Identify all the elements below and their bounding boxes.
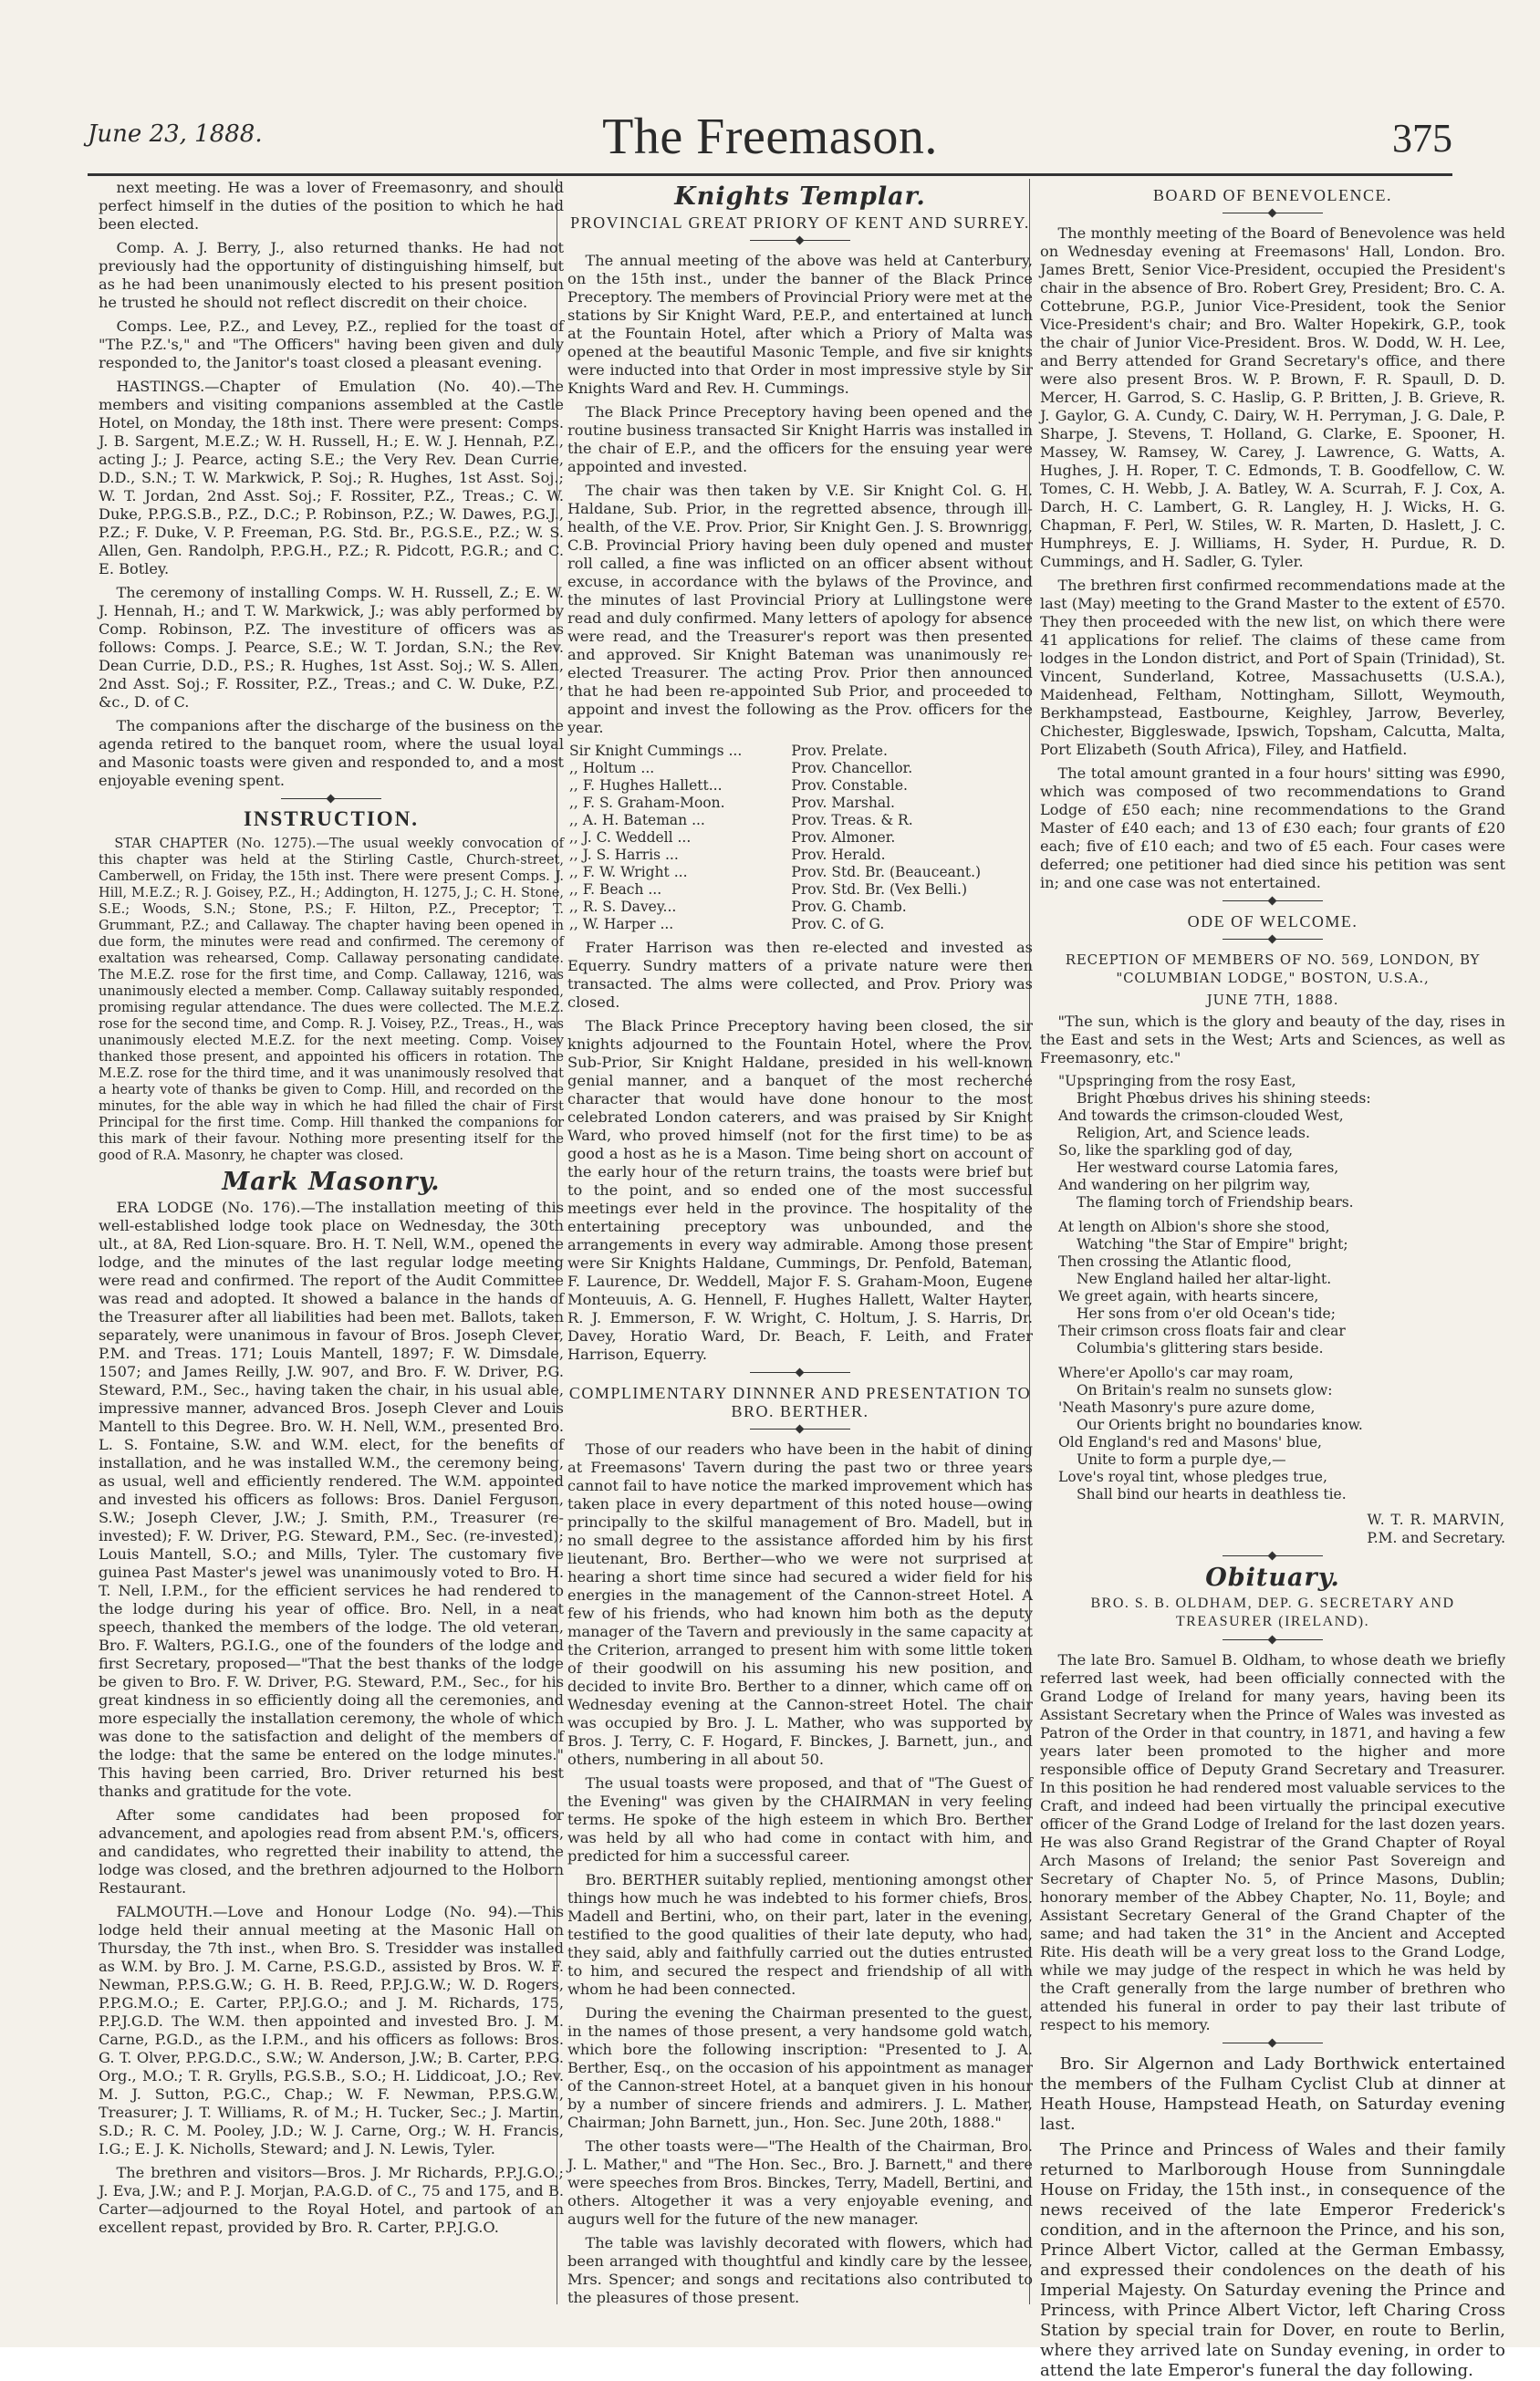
officer-office: Prov. Constable. xyxy=(791,777,908,794)
table-row xyxy=(567,916,1033,933)
poem-line: Columbia's glittering stars beside. xyxy=(1077,1340,1324,1357)
poem-line: Religion, Art, and Science leads. xyxy=(1077,1125,1310,1141)
masthead-rule xyxy=(88,173,1452,176)
section-heading-knights-templar: Knights Templar. xyxy=(674,182,926,211)
paragraph: Comps. Lee, P.Z., and Levey, P.Z., replied for the toast of "The P.Z.'s," and "The Officers" having been given and duly responded to, the Janitor's toast closed a pleasant evening. xyxy=(99,317,564,371)
poem-line: Their crimson cross floats fair and clear xyxy=(1058,1323,1346,1339)
officer-name: ,, J. C. Weddell ... xyxy=(569,829,692,846)
officer-office: Prov. Prelate. xyxy=(791,743,888,759)
article-title: COMPLIMENTARY DINNNER AND PRESENTATION TO BRO. BERTHER. xyxy=(568,1384,1032,1420)
poem-stanza xyxy=(1058,1365,1505,1503)
table-row xyxy=(567,743,1033,760)
section-divider xyxy=(1223,1637,1323,1644)
column-left xyxy=(99,179,564,2304)
column-middle xyxy=(567,179,1033,2304)
table-row xyxy=(567,760,1033,777)
paragraph: The ceremony of installing Comps. W. H. Russell, Z.; E. W. J. Hennah, H.; and T. W. Markwick, J.; was ably performed by Comp. Robinson, P.Z. The investiture of officers was as follows: Comps. J. Pearce, S.E.; W. T. Jordan, S.N.; the Rev. Dean Currie, D.D., P.S.; R. Hughes, 1st Asst. Soj.; W. S. Allen, 2nd Asst. Soj.; F. Rossiter, P.Z., Treas.; and C. W. Duke, P.Z., &c., D. of C. xyxy=(99,584,564,711)
section-divider xyxy=(281,795,381,803)
issue-date: June 23, 1888. xyxy=(88,120,263,148)
officer-office: Prov. Std. Br. (Beauceant.) xyxy=(791,864,982,880)
ode-subheading: RECEPTION OF MEMBERS OF NO. 569, LONDON, BY "COLUMBIAN LODGE," BOSTON, U.S.A., xyxy=(1065,951,1481,986)
article-title: PROVINCIAL GREAT PRIORY OF KENT AND SURREY. xyxy=(570,213,1030,232)
paragraph: Frater Harrison was then re-elected and invested as Equerry. Sundry matters of a private nature were then transacted. The alms were collected, and Prov. Priory was closed. xyxy=(567,939,1033,1011)
officer-name: ,, W. Harper ... xyxy=(569,916,674,932)
section-heading-instruction: INSTRUCTION. xyxy=(243,807,420,830)
section-divider xyxy=(1223,898,1323,905)
paragraph: FALMOUTH.—Love and Honour Lodge (No. 94).—This lodge held their annual meeting at the Masonic Hall on Thursday, the 7th inst., when Bro. S. Tresidder was installed as W.M. by Bro. J. M. Carne, P.S.G.D., assisted by Bros. W. F. Newman, P.P.S.G.W.; G. H. B. Reed, P.P.J.G.W.; W. D. Rogers, P.P.G.M.O.; E. Carter, P.P.J.G.O.; and J. M. Richards, 175, P.P.J.G.D. The W.M. then appointed and invested Bro. J. M. Carne, P.G.D., as the I.P.M., and his officers as follows: Bros. G. T. Olver, P.P.G.D.C., S.W.; W. Anderson, J.W.; B. Carter, P.P.G. Org., M.O.; T. R. Grylls, P.G.S.B., S.O.; H. Liddicoat, J.O.; Rev. M. J. Sutton, P.G.C., Chap.; W. F. Newman, P.P.S.G.W., Treasurer; J. T. Williams, R. of M.; H. Tucker, Sec.; J. Martin, S.D.; R. C. M. Pooley, J.D.; W. J. Carne, Org.; W. H. Francis, I.G.; E. J. K. Nicholls, Steward; and J. N. Lewis, Tyler. xyxy=(99,1903,564,2157)
paragraph: STAR CHAPTER (No. 1275).—The usual weekly convocation of this chapter was held at the Stirling Castle, Church-street, Camberwell, on Friday, the 15th inst. There were present Comps. J. Hill, M.E.Z.; R. J. Goisey, P.Z., H.; Addington, H. 1275, J.; C. H. Stone, S.E.; Woods, S.N.; Stone, P.S.; F. Hilton, P.Z., Preceptor; T. Grummant, P.Z.; and Callaway. The chapter having been opened in due form, the minutes were read and confirmed. The ceremony of exaltation was rehearsed, Comp. Callaway personating candidate. The M.E.Z. rose for the first time, and Comp. Callaway, 1216, was unanimously elected a member. Comp. Callaway suitably responded, promising regular attendance. The dues were collected. The M.E.Z. rose for the second time, and Comp. R. J. Voisey, P.Z., Treas., H., was unanimously elected M.E.Z. for the next meeting. Comp. Voisey thanked those present, and appointed his officers in rotation. The M.E.Z. rose for the third time, and it was unanimously resolved that a hearty vote of thanks be given to Comp. Hill, and recorded on the minutes, for the able way in which he had filled the chair of First Principal for the first time. Comp. Hill thanked the companions for this mark of their favour. Nothing more presenting itself for the good of R.A. Masonry, he chapter was closed. xyxy=(99,837,564,1163)
section-divider xyxy=(750,237,850,244)
officer-office: Prov. Chancellor. xyxy=(791,760,913,776)
officers-table xyxy=(567,743,1033,933)
poem-line: Our Orients bright no boundaries know. xyxy=(1077,1417,1363,1433)
poem-line: Shall bind our hearts in deathless tie. xyxy=(1077,1486,1347,1502)
section-divider xyxy=(750,1369,850,1377)
paragraph: The table was lavishly decorated with flowers, which had been arranged with thoughtful and kindly care by the lessee, Mrs. Spencer; and songs and recitations also contributed to the pleasures of those present. xyxy=(567,2234,1033,2306)
officer-office: Prov. Herald. xyxy=(791,847,886,863)
officer-office: Prov. Almoner. xyxy=(791,829,896,846)
officer-name: Sir Knight Cummings ... xyxy=(569,743,743,759)
paragraph: The Black Prince Preceptory having been opened and the routine business transacted Sir Knight Harris was installed in the chair of E.P., and the officers for the ensuing year were appointed and invested. xyxy=(567,403,1033,475)
poem-line: "Upspringing from the rosy East, xyxy=(1058,1073,1296,1089)
officer-name: ,, F. S. Graham-Moon. xyxy=(569,795,725,811)
officer-name: ,, R. S. Davey... xyxy=(569,899,677,915)
paragraph: "The sun, which is the glory and beauty of the day, rises in the East and sets in the West; Arts and Sciences, as well as Freemasonry, etc." xyxy=(1040,1013,1505,1066)
table-row xyxy=(567,795,1033,812)
paragraph: The late Bro. Samuel B. Oldham, to whose death we briefly referred last week, had been officially connected with the Grand Lodge of Ireland for many years, having been its Assistant Secretary when the Prince of Wales was invested as Patron of the Order in that country, in 1871, and having a few years later been promoted to the higher and more responsible office of Deputy Grand Secretary and Treasurer. In this position he had rendered most valuable services to the Craft, and indeed had been virtually the principal executive officer of the Grand Lodge of Ireland for the last dozen years. He was also Grand Registrar of the Grand Chapter of Royal Arch Masons of Ireland; the senior Past Sovereign and Secretary of Chapter No. 5, of Prince Masons, Dublin; honorary member of the Abbey Chapter, No. 11, Boyle; and Assistant Secretary General of the Grand Chapter of the same; and had taken the 31° in the Ancient and Accepted Rite. His death will be a very great loss to the Grand Lodge, while we may judge of the respect in which he was held by the Craft generally from the large number of brethren who attended his funeral in order to pay their last tribute of respect to his memory. xyxy=(1040,1651,1505,2033)
poem-line: Her westward course Latomia fares, xyxy=(1077,1159,1339,1176)
paragraph: next meeting. He was a lover of Freemasonry, and should perfect himself in the duties of the position to which he had been elected. xyxy=(99,179,564,233)
table-row xyxy=(567,864,1033,881)
section-divider xyxy=(1223,2040,1323,2047)
column-right xyxy=(1040,179,1506,2380)
paragraph: The annual meeting of the above was held at Canterbury, on the 15th inst., under the banner of the Black Prince Preceptory. The members of Provincial Priory were met at the stations by Sir Knight Ward, P.E.P., and entertained at lunch at the Fountain Hotel, after which a Priory of Malta was opened at the beautiful Masonic Temple, and five sir knights were inducted into that Order in most impressive style by Sir Knights Ward and Rev. H. Cummings. xyxy=(567,252,1033,397)
paragraph: The usual toasts were proposed, and that of "The Guest of the Evening" was given by the CHAIRMAN in very feeling terms. He spoke of the high esteem in which Bro. Berther was held by all who had come in contact with him, and predicted for him a successful career. xyxy=(567,1774,1033,1865)
poem-line: On Britain's realm no sunsets glow: xyxy=(1077,1382,1333,1398)
table-row xyxy=(567,829,1033,847)
section-divider xyxy=(1223,936,1323,943)
paragraph: The other toasts were—"The Health of the Chairman, Bro. J. L. Mather," and "The Hon. Sec., Bro. J. Barnett," and there were speeches from Bros. Binckes, Terry, Madell, Bertini, and others. Altogether it was a very enjoyable evening, and augurs well for the future of the new manager. xyxy=(567,2137,1033,2228)
poem xyxy=(1058,1073,1505,1503)
table-row xyxy=(567,881,1033,899)
officer-name: ,, Holtum ... xyxy=(569,760,655,776)
paragraph: The brethren first confirmed recommendations made at the last (May) meeting to the Grand Master to the extent of £570. They then proceeded with the new list, on which there were 41 applications for relief. The claims of these came from lodges in the London district, and Port of Spain (Trinidad), St. Vincent, Sunderland, Kotree, Massachusetts (U.S.A.), Maidenhead, Feltham, Nottingham, Sillott, Weymouth, Berkhampstead, Eastbourne, Keighley, Jarrow, Beverley, Chichester, Biggleswade, Ipswich, Topsham, Calcutta, Malta, Port Elizabeth (South Africa), Filey, and Hatfield. xyxy=(1040,577,1506,758)
poem-line: Then crossing the Atlantic flood, xyxy=(1058,1253,1292,1270)
ode-date: JUNE 7TH, 1888. xyxy=(1206,992,1339,1008)
officer-office: Prov. G. Chamb. xyxy=(791,899,907,915)
poem-line: Her sons from o'er old Ocean's tide; xyxy=(1077,1305,1336,1322)
officer-name: ,, A. H. Bateman ... xyxy=(569,812,705,828)
paragraph: The Prince and Princess of Wales and their family returned to Marlborough House from Sunningdale House on Friday, the 15th inst., in consequence of the news received of the late Emperor Frederick's condition, and in the afternoon the Prince, and his son, Prince Albert Victor, called at the German Embassy, and expressed their condolences on the death of his Imperial Majesty. On Saturday evening the Prince and Princess, with Prince Albert Victor, left Charing Cross Station by special train for Dover, en route to Berlin, where they arrived late on Sunday evening, in order to attend the late Emperor's funeral the day following. xyxy=(1040,2140,1505,2380)
paragraph: Comp. A. J. Berry, J., also returned thanks. He had not previously had the opportunity of distinguishing himself, but as he had been unanimously elected to his present position he trusted he should not reflect discredit on their choice. xyxy=(99,239,564,311)
poem-line: And wandering on her pilgrim way, xyxy=(1058,1177,1311,1193)
poem-stanza xyxy=(1058,1073,1505,1211)
table-row xyxy=(567,899,1033,916)
officer-name: ,, J. S. Harris ... xyxy=(569,847,679,863)
table-row xyxy=(567,812,1033,829)
poem-line: The flaming torch of Friendship bears. xyxy=(1077,1194,1354,1211)
table-row xyxy=(567,777,1033,795)
poem-line: 'Neath Masonry's pure azure dome, xyxy=(1058,1399,1316,1416)
paragraph: The chair was then taken by V.E. Sir Knight Col. G. H. Haldane, Sub. Prior, in the regretted absence, through ill-health, of the V.E. Prov. Prior, Sir Knight Gen. J. S. Brownrigg, C.B. Provincial Priory having been duly opened and muster roll called, a fine was inflicted on an officer absent without excuse, in accordance with the bylaws of the Province, and the minutes of last Provincial Priory at Lullingstone were read and duly confirmed. Many letters of apology for absence were read, and the Treasurer's report was then presented and approved. Sir Knight Bateman was unanimously re-elected Treasurer. The acting Prov. Prior then announced that he had been re-appointed Sub Prior, and proceeded to appoint and invest the following as the Prov. officers for the year. xyxy=(567,482,1033,736)
poem-line: At length on Albion's shore she stood, xyxy=(1058,1219,1330,1235)
poem-line: So, like the sparkling god of day, xyxy=(1058,1142,1294,1159)
paragraph: Bro. Sir Algernon and Lady Borthwick entertained the members of the Fulham Cyclist Club at dinner at Heath House, Hampstead Heath, on Saturday evening last. xyxy=(1040,2054,1505,2134)
section-heading-mark-masonry: Mark Masonry. xyxy=(222,1168,441,1196)
page-number: 375 xyxy=(1392,116,1452,161)
table-row xyxy=(567,847,1033,864)
officer-name: ,, F. Hughes Hallett... xyxy=(569,777,723,794)
poem-stanza xyxy=(1058,1219,1505,1357)
officer-name: ,, F. Beach ... xyxy=(569,881,662,898)
poem-line: We greet again, with hearts sincere, xyxy=(1058,1288,1319,1305)
paragraph: ERA LODGE (No. 176).—The installation meeting of this well-established lodge took place on Wednesday, the 30th ult., at 8A, Red Lion-square. Bro. H. T. Nell, W.M., opened the lodge, and the minutes of the last regular lodge meeting were read and confirmed. The report of the Audit Committee was read and adopted. It showed a balance in the hands of the Treasurer after all liabilities had been met. Ballots, taken separately, were unanimous in favour of Bros. Joseph Clever, P.M. and Treas. 171; Louis Mantell, 1897; F. W. Dimsdale, 1507; and James Reilly, J.W. 907, and Bro. F. W. Driver, P.G. Steward, P.M., Sec., having taken the chair, in his usual able, impressive manner, advanced Bros. Joseph Clever and Louis Mantell to this Degree. Bro. W. H. Nell, W.M., presented Bro. L. S. Fontaine, S.W. and W.M. elect, for the benefits of installation, and he was installed W.M., the ceremony being, as usual, well and efficiently rendered. The W.M. appointed and invested his officers as follows: Bros. Daniel Ferguson, S.W.; Joseph Clever, J.W.; J. Smith, P.M., Treasurer (re-invested); F. W. Driver, P.G. Steward, P.M., Sec. (re-invested); Louis Mantell, S.O.; and Mills, Tyler. The customary five guinea Past Master's jewel was unanimously voted to Bro. H. T. Nell, I.P.M., for the efficient services he had rendered to the lodge during his year of office. Bro. Nell, in a neat speech, thanked the members of the lodge. The old veteran, Bro. F. Walters, P.G.I.G., one of the founders of the lodge and first Secretary, proposed—"That the best thanks of the lodge be given to Bro. F. W. Driver, P.G. Steward, P.M., Sec., for his great kindness in so efficiently doing all the ceremonies, and more especially the installation ceremony, the whole of which was done to the satisfaction and delight of the members of the lodge: that the same be entered on the lodge minutes." This having been carried, Bro. Driver returned his best thanks and gratitude for the vote. xyxy=(99,1199,564,1800)
poem-line: Bright Phœbus drives his shining steeds: xyxy=(1077,1090,1371,1107)
paragraph: The brethren and visitors—Bros. J. Mr Richards, P.P.J.G.O.; J. Eva, J.W.; and P. J. Morjan, P.A.G.D. of C., 75 and 175, and B. Carter—adjourned to the Royal Hotel, and partook of an excellent repast, provided by Bro. R. Carter, P.P.J.G.O. xyxy=(99,2164,564,2236)
section-heading-benevolence: BOARD OF BENEVOLENCE. xyxy=(1152,186,1392,204)
article-title: BRO. S. B. OLDHAM, DEP. G. SECRETARY AND TREASURER (IRELAND). xyxy=(1090,1596,1455,1629)
poem-line: Unite to form a purple dye,— xyxy=(1077,1451,1286,1468)
poem-line: Love's royal tint, whose pledges true, xyxy=(1058,1469,1327,1485)
officer-office: Prov. C. of G. xyxy=(791,916,885,932)
paragraph: The companions after the discharge of the business on the agenda retired to the banquet room, where the usual loyal and Masonic toasts were given and responded to, and a most enjoyable evening spent. xyxy=(99,717,564,789)
officer-name: ,, F. W. Wright ... xyxy=(569,864,688,880)
poem-line: And towards the crimson-clouded West, xyxy=(1058,1107,1344,1124)
section-heading-ode: ODE OF WELCOME. xyxy=(1187,912,1358,931)
newspaper-title: The Freemason. xyxy=(602,109,938,165)
poem-line: Watching "the Star of Empire" bright; xyxy=(1077,1236,1348,1253)
masthead xyxy=(88,108,1452,172)
paragraph: Bro. BERTHER suitably replied, mentioning amongst other things how much he was indebted to his former chiefs, Bros. Madell and Bertini, who, on their part, later in the evening, testified to the good qualities of their late deputy, who had, they said, ably and faithfully carried out the duties entrusted to him, and secured the respect and friendship of all with whom he had been connected. xyxy=(567,1871,1033,1998)
poem-line: Old England's red and Masons' blue, xyxy=(1058,1434,1322,1450)
paragraph: The Black Prince Preceptory having been closed, the sir knights adjourned to the Fountain Hotel, where the Prov. Sub-Prior, Sir Knight Haldane, presided in his well-known genial manner, and a banquet of the most recherché character that would have done honour to the most celebrated London caterers, and was praised by Sir Knight Ward, who proved himself (not for the first time) to be as good a host as he is a Mason. Time being short on account of the early hour of the return trains, the toasts were brief but to the point, and so ended one of the most successful meetings ever held in the province. The hospitality of the entertaining preceptory was unbounded, and the arrangements in every way admirable. Among those present were Sir Knights Haldane, Cummings, Dr. Penfold, Bateman, F. Laurence, Dr. Weddell, Major F. S. Graham-Moon, Eugene Monteuuis, A. G. Hennell, F. Hughes Hallett, Walter Hayter, R. J. Emmerson, F. W. Wright, C. Holtum, J. S. Harris, Dr. Davey, Horatio Ward, Dr. Beach, F. Leith, and Frater Harrison, Equerry. xyxy=(567,1017,1033,1363)
officer-office: Prov. Std. Br. (Vex Belli.) xyxy=(791,881,968,898)
paragraph: After some candidates had been proposed for advancement, and apologies read from absent P.M.'s, officers, and candidates, who regretted their inability to attend, the lodge was closed, and the brethren adjourned to the Holborn Restaurant. xyxy=(99,1806,564,1897)
paragraph: HASTINGS.—Chapter of Emulation (No. 40).—The members and visiting companions assembled at the Castle Hotel, on Monday, the 18th inst. There were present: Comps. J. B. Sargent, M.E.Z.; W. H. Russell, H.; E. W. J. Hennah, P.Z., acting J.; J. Pearce, acting S.E.; the Very Rev. Dean Currie, D.D., S.N.; T. W. Markwick, P. Soj.; R. Hughes, 1st Asst. Soj.; W. T. Jordan, 2nd Asst. Soj.; F. Rossiter, P.Z., Treas.; C. W. Duke, P.P.G.S.B., P.Z., D.C.; P. Robinson, P.Z.; W. Dawes, P.G.J., P.Z.; F. Duke, V. P. Freeman, P.G. Std. Br., P.G.S.E., P.Z.; W. S. Allen, Gen. Randolph, P.P.G.H., P.Z.; R. Pidcott, P.G.R.; and C. E. Botley. xyxy=(99,378,564,577)
paragraph: The total amount granted in a four hours' sitting was £990, which was composed of two recommendations to Grand Lodge of £50 each; nine recommendations to the Grand Master of £40 each; and 13 of £30 each; four grants of £20 each; five of £10 each; and two of £5 each. Four cases were deferred; one petitioner had died since his petition was sent in; and one case was not entertained. xyxy=(1040,764,1505,891)
poem-signature-title: P.M. and Secretary. xyxy=(1367,1530,1505,1546)
paragraph: During the evening the Chairman presented to the guest, in the names of those present, a very handsome gold watch, which bore the following inscription: "Presented to J. A. Berther, Esq., on the occasion of his appointment as manager of the Cannon-street Hotel, at a banquet given in his honour by a number of sincere friends and admirers. J. L. Mather, Chairman; John Barnett, jun., Hon. Sec. June 20th, 1888." xyxy=(567,2004,1033,2131)
paragraph: Those of our readers who have been in the habit of dining at Freemasons' Tavern during the past two or three years cannot fail to have notice the marked improvement which has taken place in every department of this noted house—owing principally to the skilful management of Bro. Madell, but in no small degree to the assistance afforded him by his first lieutenant, Bro. Berther—who we were not surprised at hearing a short time since had secured a wider field for his energies in the management of the Cannon-street Hotel. A few of his friends, who had known him both as the deputy manager of the Tavern and previously in the same capacity at the Criterion, arranged to present him with some little token of their goodwill on his assuming his new position, and decided to invite Bro. Berther to a dinner, which came off on Wednesday evening at the Cannon-street Hotel. The chair was occupied by Bro. J. L. Mather, who was supported by Bros. J. Terry, C. F. Hogard, F. Binckes, J. Barnett, jun., and others, numbering in all about 50. xyxy=(567,1440,1033,1768)
poem-line: New England hailed her altar-light. xyxy=(1077,1271,1332,1287)
paragraph: The monthly meeting of the Board of Benevolence was held on Wednesday evening at Freemasons' Hall, London. Bro. James Brett, Senior Vice-President, occupied the President's chair in the absence of Bro. Robert Grey, President; Bro. C. A. Cottebrune, P.G.P., Junior Vice-President, took the Senior Vice-President's chair; and Bro. Walter Hopekirk, G.P., took the chair of Junior Vice-President. Bros. W. Dodd, W. H. Lee, and Berry attended for Grand Secretary's office, and there were also present Bros. W. P. Brown, F. R. Spaull, D. D. Mercer, H. Garrod, S. C. Haslip, G. P. Britten, J. B. Grieve, R. J. Gaylor, G. A. Cundy, C. Dairy, W. H. Perryman, J. G. Dale, P. Sharpe, J. Stevens, T. Holland, G. Clarke, E. Spooner, H. Massey, W. Ramsey, W. Carey, J. Lawrence, G. Watts, A. Hughes, J. H. Roper, T. C. Edmonds, T. B. Goodfellow, C. W. Tomes, C. H. Webb, J. A. Batley, W. A. Scurrah, F. J. Cox, A. Darch, H. C. Lambert, G. R. Langley, H. J. Wicks, H. G. Chapman, F. Perl, W. Stiles, W. R. Marten, D. Haslett, J. C. Humphreys, E. J. Williams, H. Syder, H. Purdue, R. D. Cummings, and H. Sadler, G. Tyler. xyxy=(1040,224,1505,570)
poem-line: Where'er Apollo's car may roam, xyxy=(1058,1365,1294,1381)
officer-office: Prov. Treas. & R. xyxy=(791,812,913,828)
section-divider xyxy=(1223,210,1323,217)
section-heading-obituary: Obituary. xyxy=(1205,1564,1340,1592)
officer-office: Prov. Marshal. xyxy=(791,795,895,811)
section-divider xyxy=(1223,1553,1323,1560)
poem-signature: W. T. R. MARVIN, xyxy=(1367,1512,1505,1528)
section-divider xyxy=(750,1426,850,1433)
